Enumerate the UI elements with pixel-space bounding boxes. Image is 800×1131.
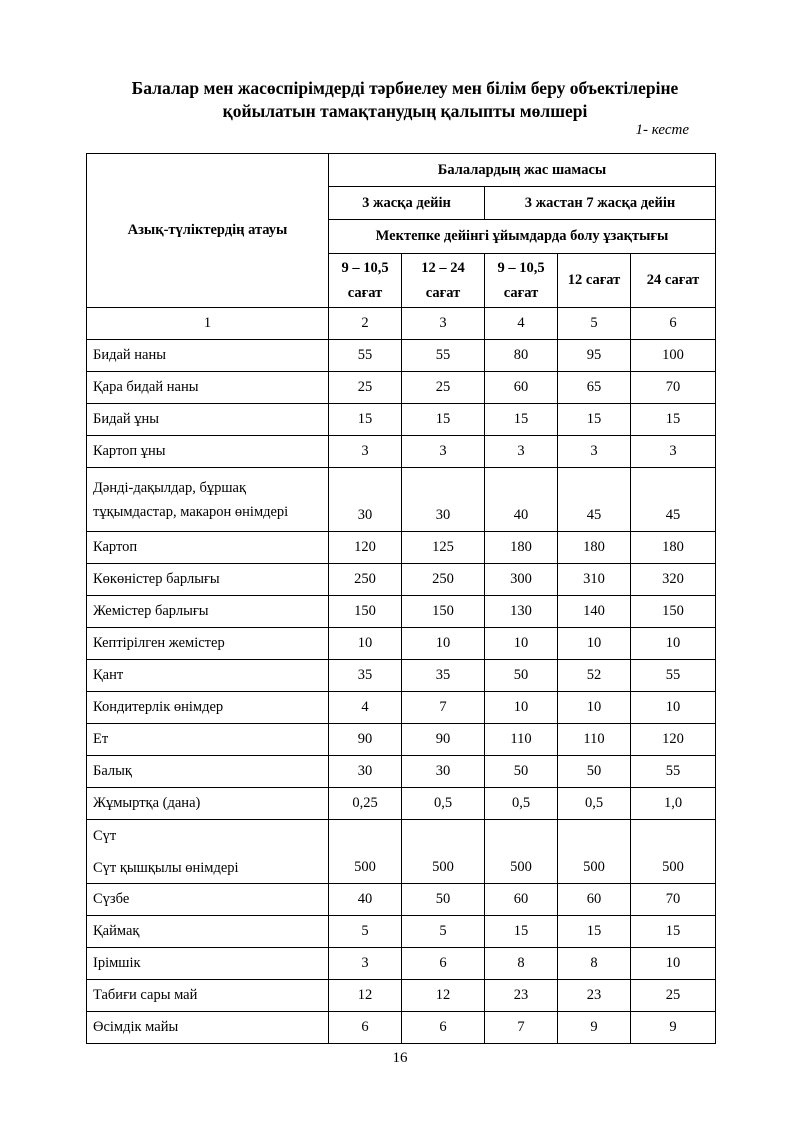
- value-cell: 250: [329, 564, 402, 596]
- table-row: [87, 1012, 716, 1044]
- value-cell: 125: [402, 532, 485, 564]
- value-cell: 95: [558, 340, 631, 372]
- value-cell: 0,5: [402, 788, 485, 820]
- value-cell: 8: [558, 948, 631, 980]
- table-row: [87, 948, 716, 980]
- value-cell: 10: [558, 628, 631, 660]
- value-cell: 150: [631, 596, 716, 628]
- value-cell: 140: [558, 596, 631, 628]
- table-row: [87, 788, 716, 820]
- value-cell: 30: [329, 468, 402, 532]
- value-cell: 15: [631, 916, 716, 948]
- value-cell: 3: [485, 436, 558, 468]
- header-age-under-3: 3 жасқа дейін: [329, 187, 485, 220]
- value-cell: 50: [485, 756, 558, 788]
- header-age-3-to-7: 3 жастан 7 жасқа дейін: [485, 187, 716, 220]
- value-cell: 7: [485, 1012, 558, 1044]
- table-row: [87, 724, 716, 756]
- value-cell: 250: [402, 564, 485, 596]
- product-name-cell: Жемістер барлығы: [87, 596, 329, 628]
- value-cell: 52: [558, 660, 631, 692]
- value-cell: 70: [631, 372, 716, 404]
- value-cell: 35: [402, 660, 485, 692]
- value-cell: 70: [631, 884, 716, 916]
- value-cell: 15: [402, 404, 485, 436]
- column-number: 3: [402, 308, 485, 340]
- value-cell: 80: [485, 340, 558, 372]
- value-cell: 10: [485, 692, 558, 724]
- value-cell: 10: [631, 948, 716, 980]
- column-number: 1: [87, 308, 329, 340]
- product-name-cell: [87, 820, 329, 884]
- value-cell: 500: [329, 820, 402, 884]
- value-cell: 15: [485, 916, 558, 948]
- header-age-group: Балалардың жас шамасы: [329, 154, 716, 187]
- value-cell: 35: [329, 660, 402, 692]
- value-cell: 3: [402, 436, 485, 468]
- value-cell: 180: [558, 532, 631, 564]
- value-cell: 4: [329, 692, 402, 724]
- value-cell: 120: [329, 532, 402, 564]
- table-row: [87, 468, 716, 532]
- value-cell: 7: [402, 692, 485, 724]
- value-cell: 3: [558, 436, 631, 468]
- value-cell: 30: [402, 468, 485, 532]
- document-title: [60, 77, 750, 123]
- table-row: [87, 596, 716, 628]
- table-row: [87, 340, 716, 372]
- value-cell: 55: [631, 660, 716, 692]
- product-name-cell: Ірімшік: [87, 948, 329, 980]
- value-cell: 50: [558, 756, 631, 788]
- header-col-e: 24 сағат: [631, 254, 716, 308]
- value-cell: 55: [402, 340, 485, 372]
- table-row: [87, 884, 716, 916]
- value-cell: 500: [402, 820, 485, 884]
- product-name-cell: Қаймақ: [87, 916, 329, 948]
- table-row: [87, 372, 716, 404]
- value-cell: 50: [485, 660, 558, 692]
- value-cell: 55: [631, 756, 716, 788]
- table-row: [87, 404, 716, 436]
- value-cell: 25: [329, 372, 402, 404]
- value-cell: 9: [631, 1012, 716, 1044]
- value-cell: 6: [402, 948, 485, 980]
- value-cell: 25: [402, 372, 485, 404]
- product-name-cell: Бидай ұны: [87, 404, 329, 436]
- value-cell: 55: [329, 340, 402, 372]
- value-cell: 3: [329, 436, 402, 468]
- product-name-cell: Жұмыртқа (дана): [87, 788, 329, 820]
- title-line-2: қойылатын тамақтанудың қалыпты мөлшері: [222, 101, 588, 121]
- table-row: [87, 660, 716, 692]
- value-cell: 5: [329, 916, 402, 948]
- product-name-cell: Сүзбе: [87, 884, 329, 916]
- product-name-cell: Кондитерлік өнімдер: [87, 692, 329, 724]
- value-cell: 15: [329, 404, 402, 436]
- value-cell: 6: [329, 1012, 402, 1044]
- value-cell: 9: [558, 1012, 631, 1044]
- value-cell: 8: [485, 948, 558, 980]
- value-cell: 0,5: [558, 788, 631, 820]
- value-cell: 110: [558, 724, 631, 756]
- value-cell: 500: [485, 820, 558, 884]
- value-cell: 300: [485, 564, 558, 596]
- value-cell: 1,0: [631, 788, 716, 820]
- header-col-c: 9 – 10,5 сағат: [485, 254, 558, 308]
- value-cell: 10: [631, 628, 716, 660]
- value-cell: 150: [402, 596, 485, 628]
- value-cell: 180: [631, 532, 716, 564]
- value-cell: 0,25: [329, 788, 402, 820]
- value-cell: 60: [485, 884, 558, 916]
- product-name-cell: Өсімдік майы: [87, 1012, 329, 1044]
- value-cell: 3: [631, 436, 716, 468]
- column-number: 5: [558, 308, 631, 340]
- value-cell: 45: [631, 468, 716, 532]
- product-name-cell: Картоп ұны: [87, 436, 329, 468]
- value-cell: 12: [402, 980, 485, 1012]
- value-cell: 15: [631, 404, 716, 436]
- value-cell: 60: [485, 372, 558, 404]
- nutrition-norms-table: [86, 153, 716, 1044]
- column-number: 4: [485, 308, 558, 340]
- value-cell: 310: [558, 564, 631, 596]
- value-cell: 25: [631, 980, 716, 1012]
- value-cell: 15: [485, 404, 558, 436]
- header-product-name: Азық-түліктердің атауы: [87, 154, 329, 308]
- value-cell: 180: [485, 532, 558, 564]
- value-cell: 10: [329, 628, 402, 660]
- column-number-row: [87, 308, 716, 340]
- value-cell: 50: [402, 884, 485, 916]
- value-cell: 500: [631, 820, 716, 884]
- value-cell: 3: [329, 948, 402, 980]
- value-cell: 23: [485, 980, 558, 1012]
- product-name-cell: Табиғи сары май: [87, 980, 329, 1012]
- table-row: [87, 532, 716, 564]
- table-row: [87, 916, 716, 948]
- header-col-d: 12 сағат: [558, 254, 631, 308]
- product-name-cell: Балық: [87, 756, 329, 788]
- value-cell: 150: [329, 596, 402, 628]
- value-cell: 100: [631, 340, 716, 372]
- value-cell: 110: [485, 724, 558, 756]
- value-cell: 10: [558, 692, 631, 724]
- product-name-cell: Картоп: [87, 532, 329, 564]
- value-cell: 45: [558, 468, 631, 532]
- value-cell: 65: [558, 372, 631, 404]
- header-stay-duration: Мектепке дейінгі ұйымдарда болу ұзақтығы: [329, 220, 716, 254]
- title-line-1: Балалар мен жасөспірімдерді тәрбиелеу мен білім беру объектілеріне: [131, 78, 679, 98]
- value-cell: 12: [329, 980, 402, 1012]
- value-cell: 40: [329, 884, 402, 916]
- value-cell: 40: [485, 468, 558, 532]
- value-cell: 6: [402, 1012, 485, 1044]
- header-col-b: 12 – 24 сағат: [402, 254, 485, 308]
- table-row: [87, 564, 716, 596]
- table-row: [87, 692, 716, 724]
- table-row: [87, 980, 716, 1012]
- value-cell: 500: [558, 820, 631, 884]
- value-cell: 130: [485, 596, 558, 628]
- product-name-cell: Кептірілген жемістер: [87, 628, 329, 660]
- value-cell: 23: [558, 980, 631, 1012]
- table-row: [87, 436, 716, 468]
- column-number: 2: [329, 308, 402, 340]
- header-col-a: 9 – 10,5 сағат: [329, 254, 402, 308]
- value-cell: 90: [402, 724, 485, 756]
- product-name-cell: Дәнді-дақылдар, бұршақ тұқымдастар, макарон өнімдері: [87, 468, 329, 532]
- product-name-cell: Қара бидай наны: [87, 372, 329, 404]
- column-number: 6: [631, 308, 716, 340]
- value-cell: 5: [402, 916, 485, 948]
- product-name-cell: Көкөністер барлығы: [87, 564, 329, 596]
- product-name-line: Сүт қышқылы өнімдері: [93, 859, 239, 876]
- value-cell: 15: [558, 404, 631, 436]
- table-row: [87, 628, 716, 660]
- product-name-cell: Ет: [87, 724, 329, 756]
- value-cell: 10: [631, 692, 716, 724]
- value-cell: 30: [329, 756, 402, 788]
- product-name-cell: Қант: [87, 660, 329, 692]
- value-cell: 15: [558, 916, 631, 948]
- table-row: [87, 820, 716, 884]
- table-row: [87, 756, 716, 788]
- value-cell: 60: [558, 884, 631, 916]
- page-number: 16: [392, 1050, 408, 1066]
- value-cell: 120: [631, 724, 716, 756]
- value-cell: 10: [402, 628, 485, 660]
- value-cell: 320: [631, 564, 716, 596]
- value-cell: 0,5: [485, 788, 558, 820]
- value-cell: 30: [402, 756, 485, 788]
- value-cell: 10: [485, 628, 558, 660]
- product-name-line: Сүт: [93, 827, 117, 844]
- product-name-cell: Бидай наны: [87, 340, 329, 372]
- table-reference: 1- кесте: [635, 122, 689, 138]
- value-cell: 90: [329, 724, 402, 756]
